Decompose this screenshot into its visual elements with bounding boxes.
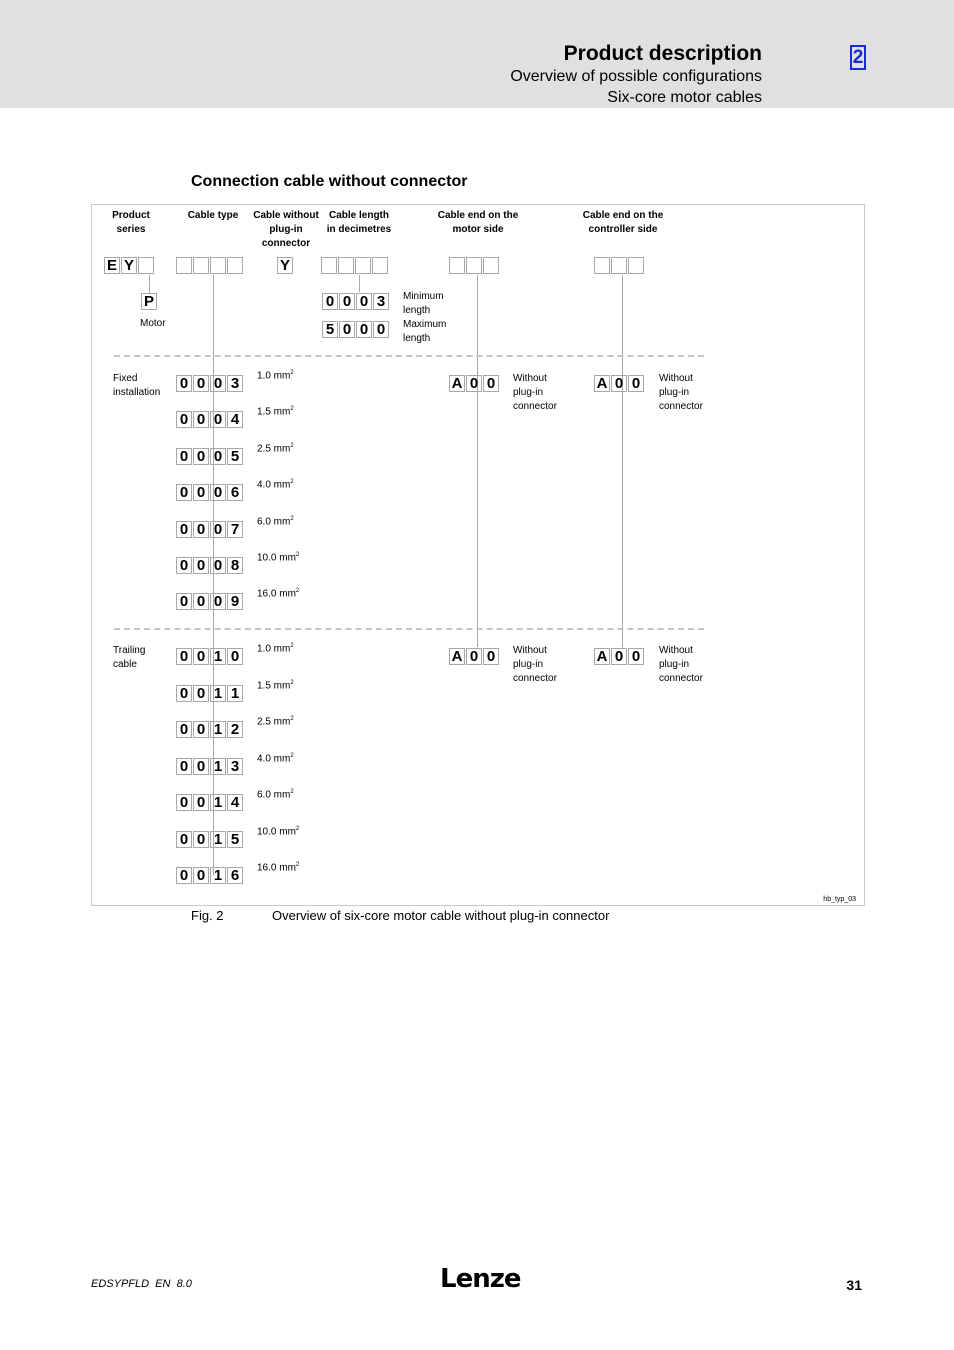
- code-cell: 1: [210, 721, 226, 738]
- code-cell: A: [449, 375, 465, 392]
- cable-type-code: [176, 721, 244, 738]
- code-cell: 0: [466, 648, 482, 665]
- code-cell: 6: [227, 867, 243, 884]
- code-cell: 0: [176, 593, 192, 610]
- cable-figure: [91, 204, 865, 906]
- cable-size: 1.5 $mm^2$: [257, 679, 294, 691]
- document-id: EDSYPFLD EN 8.0: [91, 1278, 192, 1290]
- code-cell: 0: [322, 293, 338, 310]
- code-cell: 0: [176, 831, 192, 848]
- fixed-label: Fixed installation: [113, 373, 161, 398]
- code-cell: Y: [121, 257, 137, 274]
- motor-label: Motor: [140, 318, 166, 329]
- cable-type-code: [176, 685, 244, 702]
- controller-end-code: [594, 648, 645, 665]
- cable-size: 1.5 $mm^2$: [257, 406, 294, 418]
- page-title: Product description: [563, 42, 762, 65]
- lenze-logo: Lenze: [440, 1264, 521, 1294]
- code-cell: 3: [227, 375, 243, 392]
- code-cell: 2: [227, 721, 243, 738]
- motor-end-code-empty: [449, 257, 500, 274]
- code-cell: 0: [193, 557, 209, 574]
- code-cell: 1: [210, 758, 226, 775]
- code-cell: 0: [176, 794, 192, 811]
- motor-end-code: [449, 648, 500, 665]
- cable-type-line: [213, 275, 214, 875]
- code-cell: 0: [193, 721, 209, 738]
- code-cell: [483, 257, 499, 274]
- max-length-code: [322, 321, 390, 338]
- cable-type-code: [176, 648, 244, 665]
- code-cell: 0: [176, 557, 192, 574]
- code-cell: 0: [210, 375, 226, 392]
- motor-code: [141, 293, 158, 310]
- cable-size: 2.5 $mm^2$: [257, 716, 294, 728]
- cable-size: 4.0 $mm^2$: [257, 752, 294, 764]
- code-cell: 0: [611, 375, 627, 392]
- code-cell: 0: [466, 375, 482, 392]
- code-cell: E: [104, 257, 120, 274]
- page-subtitle: Overview of possible configurations: [510, 68, 762, 85]
- code-cell: 1: [210, 685, 226, 702]
- cable-type-code: [176, 521, 244, 538]
- code-cell: 3: [227, 758, 243, 775]
- code-cell: P: [141, 293, 157, 310]
- code-cell: 0: [176, 685, 192, 702]
- controller-end-code: [594, 375, 645, 392]
- code-cell: 0: [193, 593, 209, 610]
- code-cell: 0: [193, 521, 209, 538]
- code-cell: 0: [210, 411, 226, 428]
- without-code: [277, 257, 294, 274]
- code-cell: [338, 257, 354, 274]
- code-cell: 0: [176, 721, 192, 738]
- code-cell: 1: [210, 648, 226, 665]
- code-cell: 0: [210, 521, 226, 538]
- cable-type-code: [176, 448, 244, 465]
- code-cell: [628, 257, 644, 274]
- trailing-label: Trailing cable: [113, 645, 146, 670]
- figure-caption: Overview of six-core motor cable without plug-in connector: [272, 908, 610, 923]
- code-cell: [321, 257, 337, 274]
- code-cell: 9: [227, 593, 243, 610]
- cable-type-code: [176, 758, 244, 775]
- code-cell: 0: [193, 794, 209, 811]
- cable-type-code-empty: [176, 257, 244, 274]
- code-cell: 1: [210, 794, 226, 811]
- code-cell: 0: [176, 484, 192, 501]
- code-cell: [466, 257, 482, 274]
- code-cell: [611, 257, 627, 274]
- figure-id: hb_typ_03: [823, 896, 856, 903]
- code-cell: 0: [176, 867, 192, 884]
- code-cell: 1: [227, 685, 243, 702]
- motor-end-code: [449, 375, 500, 392]
- controller-end-code-empty: [594, 257, 645, 274]
- code-cell: 8: [227, 557, 243, 574]
- chapter-badge[interactable]: 2: [850, 45, 866, 70]
- cable-size: 10.0 $mm^2$: [257, 552, 300, 564]
- code-cell: 0: [193, 758, 209, 775]
- cable-type-code: [176, 794, 244, 811]
- code-cell: 0: [356, 321, 372, 338]
- code-cell: A: [449, 648, 465, 665]
- code-cell: [138, 257, 154, 274]
- code-cell: 0: [483, 375, 499, 392]
- page-number: 31: [846, 1277, 862, 1293]
- code-cell: 0: [193, 448, 209, 465]
- code-cell: 4: [227, 411, 243, 428]
- header-product-series: Product series: [112, 210, 150, 235]
- code-cell: 5: [322, 321, 338, 338]
- code-cell: 3: [373, 293, 389, 310]
- motor-end-label: Without plug-in connector: [513, 373, 557, 412]
- cable-type-code: [176, 484, 244, 501]
- code-cell: 0: [193, 484, 209, 501]
- code-cell: 0: [611, 648, 627, 665]
- code-cell: 7: [227, 521, 243, 538]
- code-cell: 0: [227, 648, 243, 665]
- code-cell: 0: [210, 448, 226, 465]
- code-cell: 0: [193, 831, 209, 848]
- code-cell: [176, 257, 192, 274]
- cable-type-code: [176, 557, 244, 574]
- controller-end-label: Without plug-in connector: [659, 373, 703, 412]
- code-cell: 0: [483, 648, 499, 665]
- cable-size: 6.0 $mm^2$: [257, 515, 294, 527]
- code-cell: 0: [176, 648, 192, 665]
- cable-size: 2.5 $mm^2$: [257, 442, 294, 455]
- series-code: [104, 257, 155, 274]
- code-cell: 1: [210, 831, 226, 848]
- cable-size: 1.0 $mm^2$: [257, 370, 294, 382]
- code-cell: 0: [339, 321, 355, 338]
- code-cell: 0: [193, 648, 209, 665]
- code-cell: 0: [373, 321, 389, 338]
- code-cell: 0: [628, 648, 644, 665]
- cable-size: 6.0 $mm^2$: [257, 789, 294, 801]
- code-cell: [449, 257, 465, 274]
- min-length-label: Minimum length: [403, 291, 444, 316]
- code-cell: [227, 257, 243, 274]
- page-subtitle-2: Six-core motor cables: [607, 89, 762, 106]
- code-cell: 0: [176, 521, 192, 538]
- code-cell: 0: [176, 375, 192, 392]
- code-cell: 0: [210, 593, 226, 610]
- code-cell: 0: [210, 557, 226, 574]
- cable-size: 16.0 $mm^2$: [257, 588, 300, 600]
- code-cell: [210, 257, 226, 274]
- code-cell: 1: [210, 867, 226, 884]
- header-cable-type: Cable type: [187, 210, 239, 221]
- code-cell: 0: [193, 685, 209, 702]
- code-cell: 0: [339, 293, 355, 310]
- controller-end-label: Without plug-in connector: [659, 645, 703, 684]
- cable-size: 1.0 $mm^2$: [257, 643, 294, 655]
- cable-type-code: [176, 593, 244, 610]
- series-line: [149, 275, 150, 293]
- motor-end-label: Without plug-in connector: [513, 645, 557, 684]
- code-cell: [193, 257, 209, 274]
- code-cell: 0: [193, 375, 209, 392]
- header-cable-length: Cable length in decimetres: [326, 210, 392, 235]
- header-motor-end: Cable end on the motor side: [437, 210, 519, 235]
- motor-end-line: [477, 275, 478, 647]
- max-length-label: Maximum length: [403, 319, 447, 344]
- length-line: [359, 275, 360, 292]
- cable-type-code: [176, 867, 244, 884]
- code-cell: A: [594, 648, 610, 665]
- cable-size: 10.0 $mm^2$: [257, 825, 300, 837]
- code-cell: 0: [628, 375, 644, 392]
- header-cable-without: Cable without plug-in connector: [253, 210, 319, 249]
- separator: [114, 628, 704, 630]
- cable-type-code: [176, 831, 244, 848]
- code-cell: 0: [193, 411, 209, 428]
- code-cell: A: [594, 375, 610, 392]
- cable-type-code: [176, 411, 244, 428]
- figure-number: Fig. 2: [191, 908, 224, 923]
- code-cell: 5: [227, 448, 243, 465]
- min-length-code: [322, 293, 390, 310]
- code-cell: 0: [176, 411, 192, 428]
- code-cell: 5: [227, 831, 243, 848]
- code-cell: 0: [176, 448, 192, 465]
- header-controller-end: Cable end on the controller side: [582, 210, 664, 235]
- section-title: Connection cable without connector: [191, 173, 468, 190]
- code-cell: 4: [227, 794, 243, 811]
- code-cell: [355, 257, 371, 274]
- page-header: [0, 0, 954, 108]
- cable-size: 16.0 $mm^2$: [257, 862, 300, 874]
- code-cell: [594, 257, 610, 274]
- code-cell: 0: [210, 484, 226, 501]
- code-cell: [372, 257, 388, 274]
- code-cell: 0: [356, 293, 372, 310]
- code-cell: 6: [227, 484, 243, 501]
- code-cell: Y: [277, 257, 293, 274]
- cable-type-code: [176, 375, 244, 392]
- controller-end-line: [622, 275, 623, 647]
- separator: [114, 355, 704, 357]
- cable-size: 4.0 $mm^2$: [257, 479, 294, 491]
- length-code-empty: [321, 257, 389, 274]
- code-cell: 0: [193, 867, 209, 884]
- code-cell: 0: [176, 758, 192, 775]
